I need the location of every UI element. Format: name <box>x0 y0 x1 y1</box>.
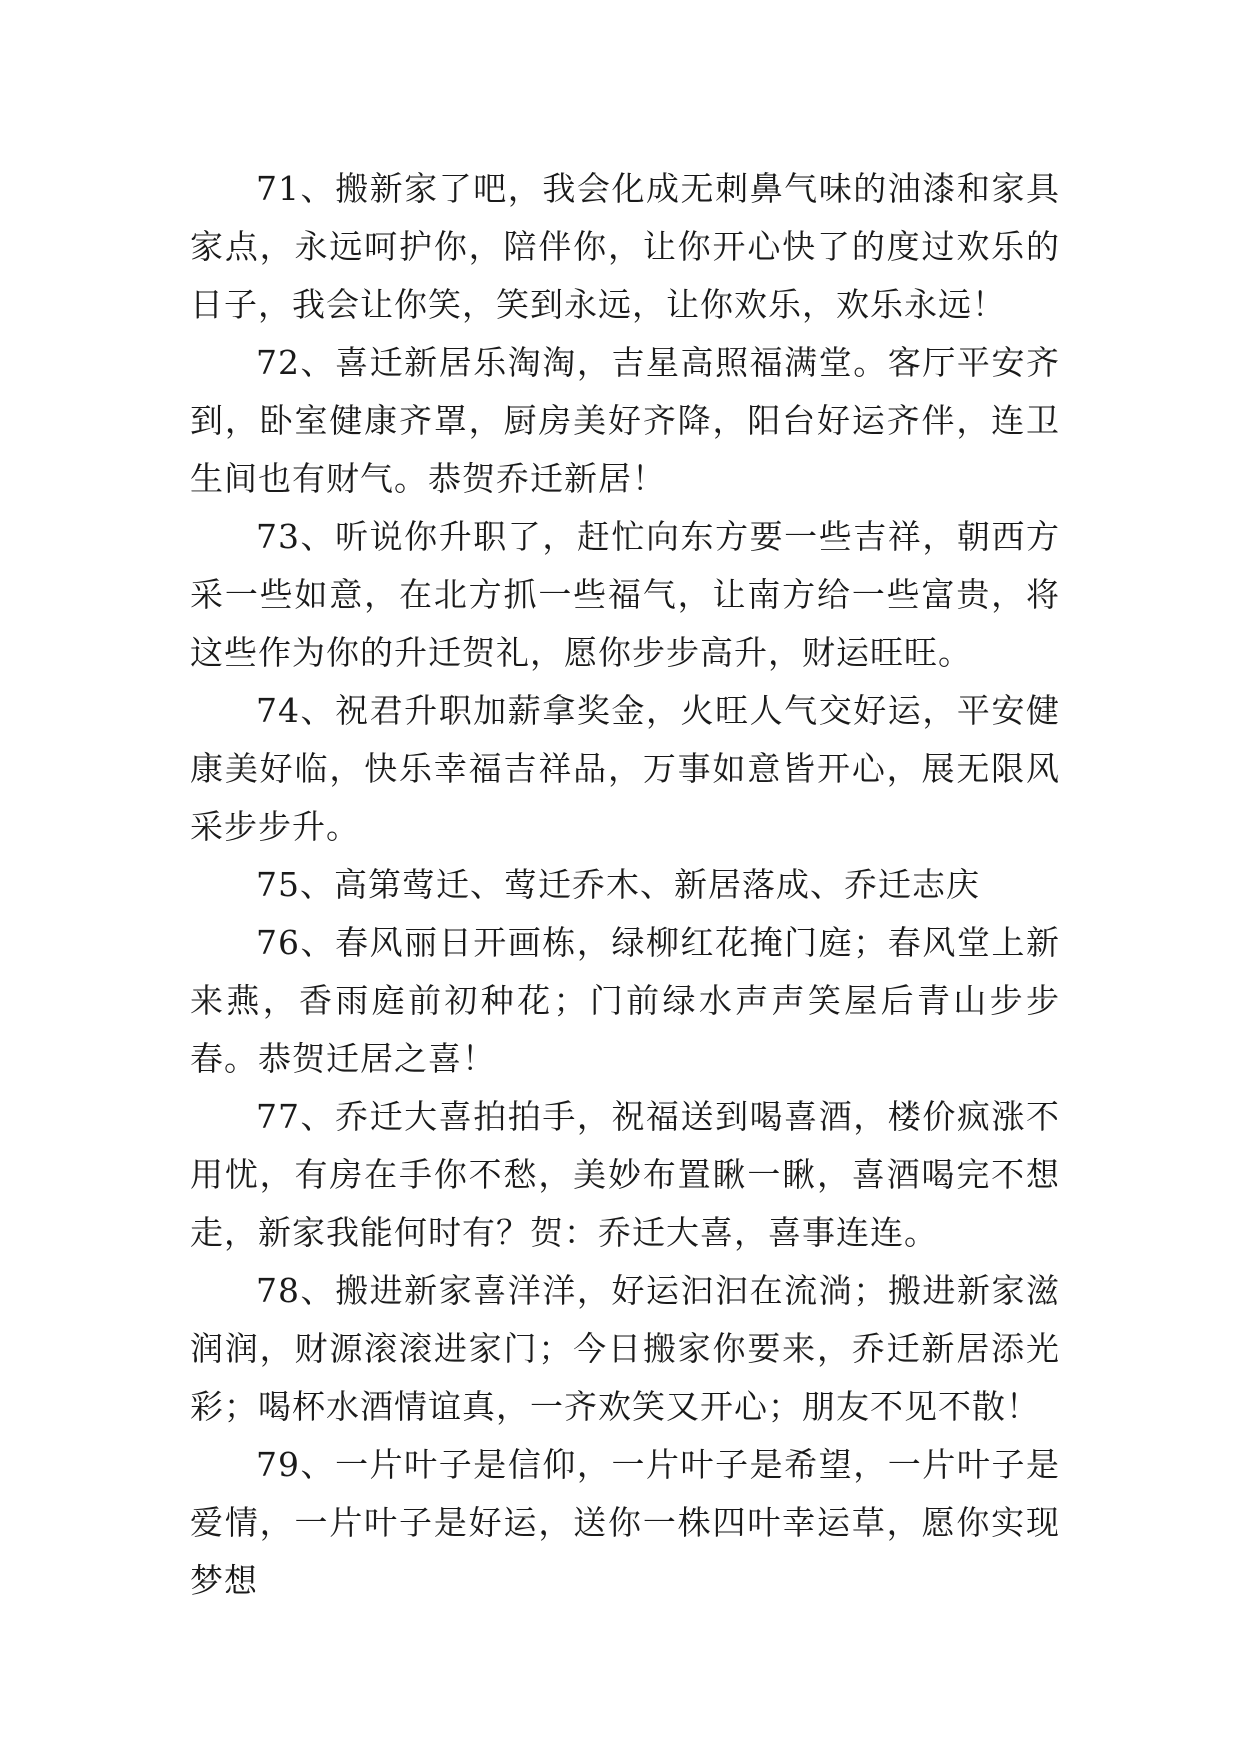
paragraph-75: 75、高第莺迁、莺迁乔木、新居落成、乔迁志庆 <box>256 865 980 904</box>
document-body <box>190 160 1060 1610</box>
paragraph-74: 74、祝君升职加薪拿奖金，火旺人气交好运，平安健康美好临，快乐幸福吉祥品，万事如意皆开心，展无限风采步步升。 <box>190 691 1060 846</box>
paragraph-77: 77、乔迁大喜拍拍手，祝福送到喝喜酒，楼价疯涨不用忧，有房在手你不愁，美妙布置瞅一瞅，喜酒喝完不想走，新家我能何时有？贺：乔迁大喜，喜事连连。 <box>190 1097 1060 1252</box>
paragraph-79: 79、一片叶子是信仰，一片叶子是希望，一片叶子是爱情，一片叶子是好运，送你一株四叶幸运草，愿你实现梦想 <box>190 1445 1060 1600</box>
paragraph-78: 78、搬进新家喜洋洋，好运汩汩在流淌；搬进新家滋润润，财源滚滚进家门；今日搬家你要来，乔迁新居添光彩；喝杯水酒情谊真，一齐欢笑又开心；朋友不见不散！ <box>190 1271 1060 1426</box>
paragraph-76: 76、春风丽日开画栋，绿柳红花掩门庭；春风堂上新来燕，香雨庭前初种花；门前绿水声声笑屋后青山步步春。恭贺迁居之喜！ <box>190 923 1060 1078</box>
paragraph-71: 71、搬新家了吧，我会化成无刺鼻气味的油漆和家具家点，永远呵护你，陪伴你，让你开心快了的度过欢乐的日子，我会让你笑，笑到永远，让你欢乐，欢乐永远！ <box>190 169 1060 324</box>
paragraph-73: 73、听说你升职了，赶忙向东方要一些吉祥，朝西方采一些如意，在北方抓一些福气，让南方给一些富贵，将这些作为你的升迁贺礼，愿你步步高升，财运旺旺。 <box>190 517 1060 672</box>
paragraph-72: 72、喜迁新居乐淘淘，吉星高照福满堂。客厅平安齐到，卧室健康齐罩，厨房美好齐降，阳台好运齐伴，连卫生间也有财气。恭贺乔迁新居！ <box>190 343 1060 498</box>
